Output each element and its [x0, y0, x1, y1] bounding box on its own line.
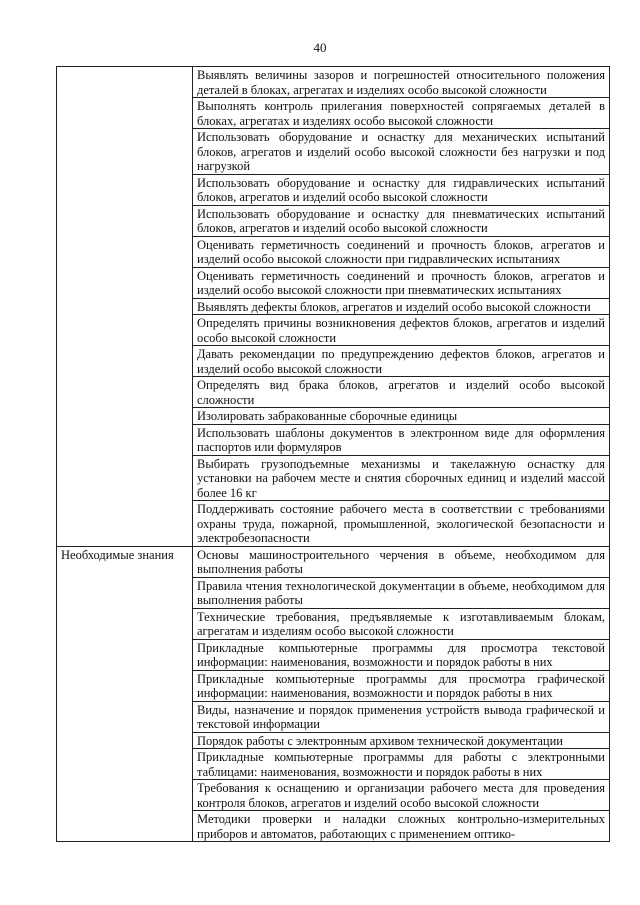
skill-item: Поддерживать состояние рабочего места в соответствии с требованиями охраны труда, пожарной, промышленной, экологической безопасности и электробезопасности: [193, 501, 610, 547]
table-row: [57, 546, 610, 577]
skill-item: Оценивать герметичность соединений и прочность блоков, агрегатов и изделий особо высокой сложности при пневматических испытаниях: [193, 267, 610, 298]
skill-item: Изолировать забракованные сборочные единицы: [193, 408, 610, 425]
skill-item: Выполнять контроль прилегания поверхностей сопрягаемых деталей в блоках, агрегатах и изделиях особо высокой сложности: [193, 98, 610, 129]
knowledge-item: Прикладные компьютерные программы для просмотра текстовой информации: наименования, возможности и порядок работы в них: [193, 639, 610, 670]
requirements-table: [56, 66, 610, 842]
skill-item: Использовать оборудование и оснастку для гидравлических испытаний блоков, агрегатов и изделий особо высокой сложности: [193, 174, 610, 205]
knowledge-item: Методики проверки и наладки сложных контрольно-измерительных приборов и автоматов, работающих с применением оптико-: [193, 811, 610, 842]
knowledge-item: Виды, назначение и порядок применения устройств вывода графической и текстовой информации: [193, 701, 610, 732]
skill-item: Использовать шаблоны документов в электронном виде для оформления паспортов или формуляров: [193, 424, 610, 455]
skill-item: Оценивать герметичность соединений и прочность блоков, агрегатов и изделий особо высокой сложности при гидравлических испытаниях: [193, 236, 610, 267]
knowledge-item: Требования к оснащению и организации рабочего места для проведения контроля блоков, агрегатов и изделий особо высокой сложности: [193, 780, 610, 811]
skill-item: Использовать оборудование и оснастку для пневматических испытаний блоков, агрегатов и изделий особо высокой сложности: [193, 205, 610, 236]
table-row: [57, 67, 610, 98]
skill-item: Определять причины возникновения дефектов блоков, агрегатов и изделий особо высокой сложности: [193, 315, 610, 346]
knowledge-label: Необходимые знания: [57, 546, 193, 842]
skills-label-cell: [57, 67, 193, 547]
skill-item: Давать рекомендации по предупреждению дефектов блоков, агрегатов и изделий особо высокой сложности: [193, 346, 610, 377]
skill-item: Выбирать грузоподъемные механизмы и такелажную оснастку для установки на рабочем месте и снятия сборочных единиц и изделий массой более 16 кг: [193, 455, 610, 501]
knowledge-item: Технические требования, предъявляемые к изготавливаемым блокам, агрегатам и изделиям особо высокой сложности: [193, 608, 610, 639]
skill-item: Выявлять величины зазоров и погрешностей относительного положения деталей в блоках, агрегатах и изделиях особо высокой сложности: [193, 67, 610, 98]
knowledge-item: Порядок работы с электронным архивом технической документации: [193, 732, 610, 749]
knowledge-item: Правила чтения технологической документации в объеме, необходимом для выполнения работы: [193, 577, 610, 608]
page-number: 40: [313, 40, 327, 55]
skill-item: Определять вид брака блоков, агрегатов и изделий особо высокой сложности: [193, 377, 610, 408]
skill-item: Выявлять дефекты блоков, агрегатов и изделий особо высокой сложности: [193, 298, 610, 315]
knowledge-item: Основы машиностроительного черчения в объеме, необходимом для выполнения работы: [193, 546, 610, 577]
knowledge-item: Прикладные компьютерные программы для работы с электронными таблицами: наименования, возможности и порядок работы в них: [193, 749, 610, 780]
knowledge-item: Прикладные компьютерные программы для просмотра графической информации: наименования, возможности и порядок работы в них: [193, 670, 610, 701]
skill-item: Использовать оборудование и оснастку для механических испытаний блоков, агрегатов и изделий особо высокой сложности без нагрузки и под нагрузкой: [193, 129, 610, 175]
